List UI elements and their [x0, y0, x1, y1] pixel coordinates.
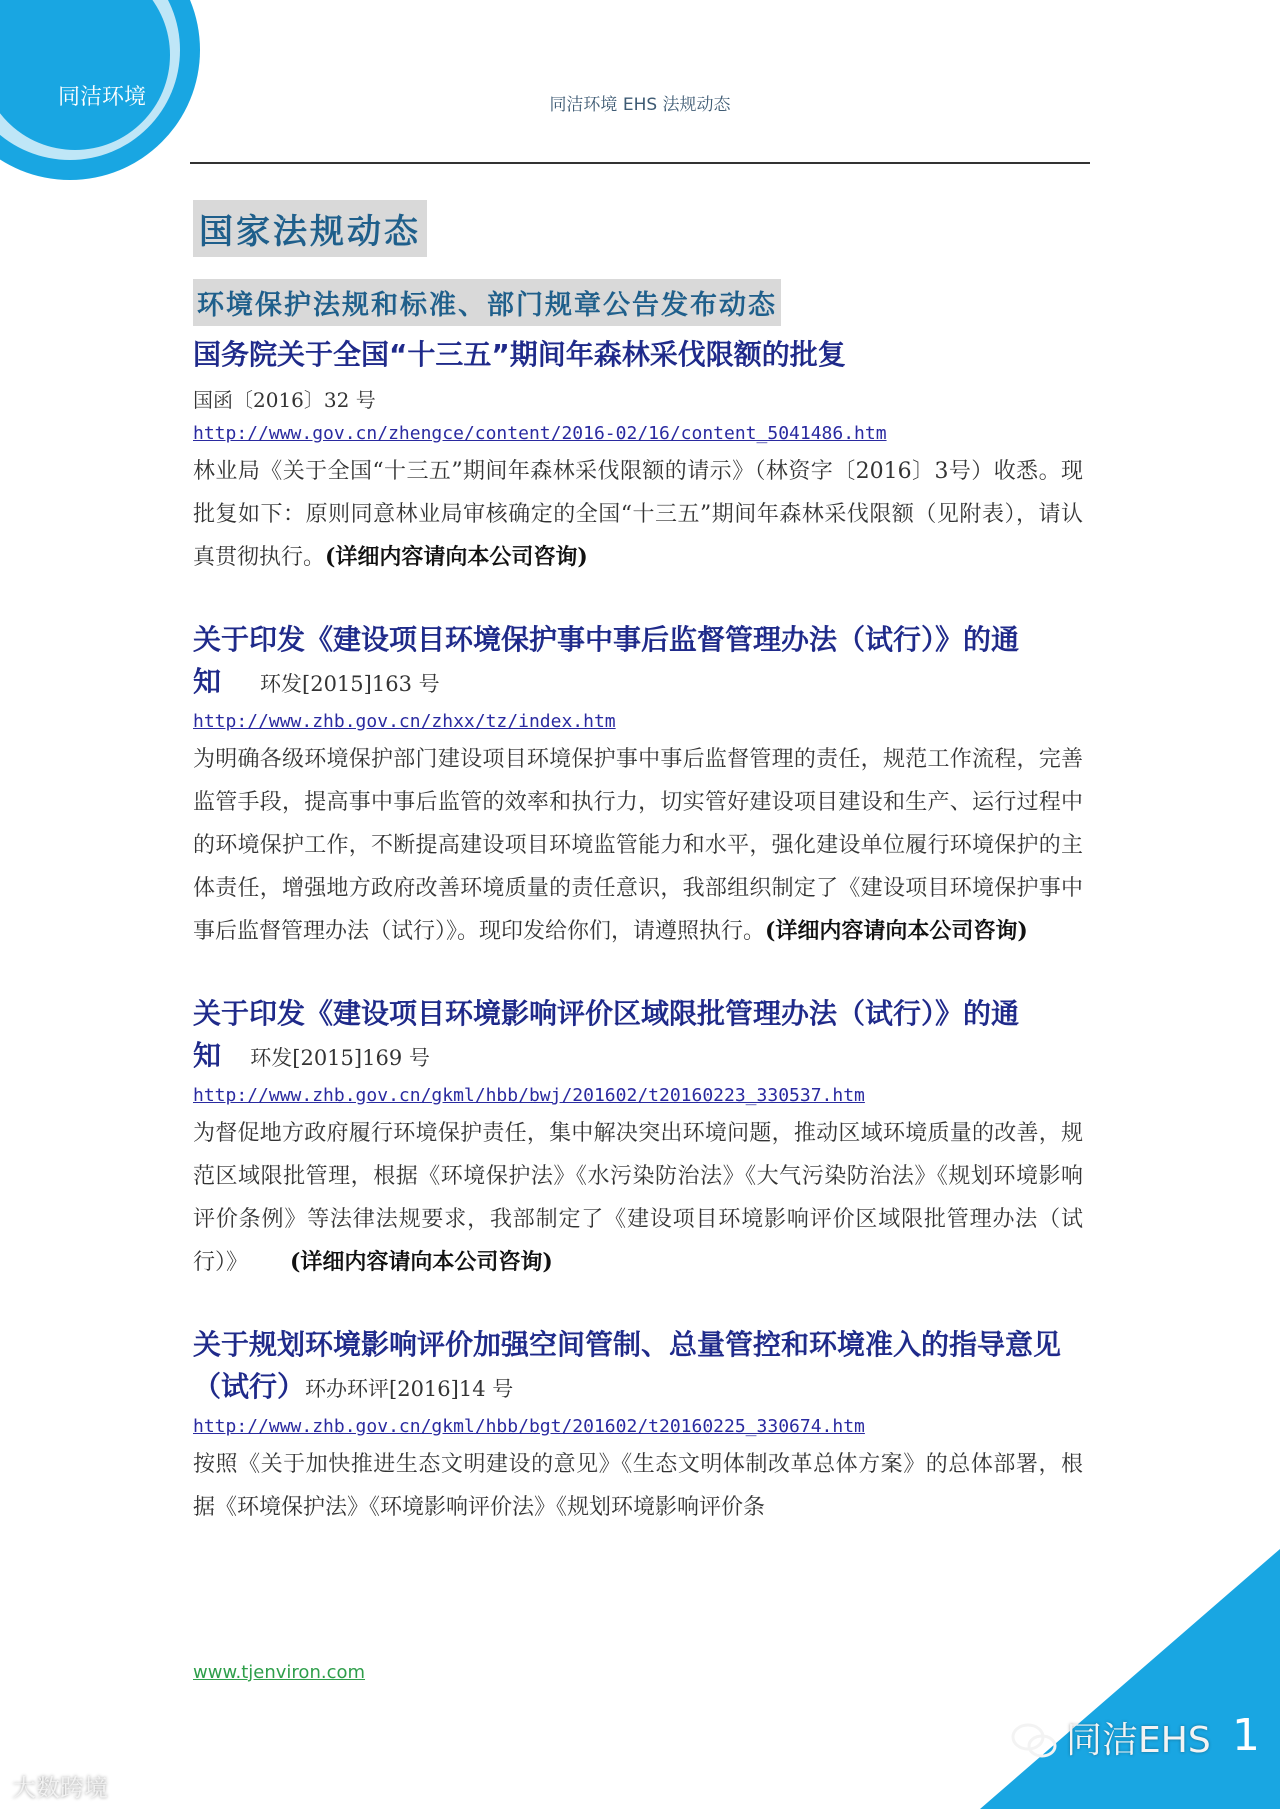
article-title-text: 关于规划环境影响评价加强空间管制、总量管控和环境准入的指导意见（试行）	[193, 1328, 1062, 1403]
article-link[interactable]: http://www.zhb.gov.cn/gkml/hbb/bwj/201602/t20160223_330537.htm	[193, 1085, 865, 1106]
header-divider	[190, 162, 1090, 164]
corner-decoration	[980, 1549, 1280, 1809]
bottom-watermark: 大数跨境	[12, 1774, 108, 1802]
article-body-text: 按照《关于加快推进生态文明建设的意见》《生态文明体制改革总体方案》的总体部署，根据《环境保护法》《环境影响评价法》《规划环境影响评价条	[193, 1452, 1083, 1520]
article-doc-number: 国函〔2016〕32 号	[193, 388, 376, 412]
article-doc-number: 环发[2015]163 号	[260, 672, 440, 696]
article-title-text: 关于印发《建设项目环境保护事中事后监督管理办法（试行）》的通知	[193, 623, 1020, 698]
article-doc-number: 环发[2015]169 号	[250, 1046, 430, 1070]
section-title: 国家法规动态	[193, 200, 427, 257]
article-title-text: 关于印发《建设项目环境影响评价区域限批管理办法（试行）》的通知	[193, 997, 1020, 1072]
article-body-text: 为明确各级环境保护部门建设项目环境保护事中事后监督管理的责任，规范工作流程，完善监管手段，提高事中事后监管的效率和执行力，切实管好建设项目建设和生产、运行过程中的环境保护工作，不断提高建设项目环境监管能力和水平，强化建设单位履行环境保护的主体责任，增强地方政府改善环境质量的责任意识，我部组织制定了《建设项目环境保护事中事后监督管理办法（试行）》。现印发给你们，请遵照执行。	[193, 747, 1083, 944]
article-link[interactable]: http://www.zhb.gov.cn/gkml/hbb/bgt/201602/t20160225_330674.htm	[193, 1416, 865, 1437]
article-body-text: 为督促地方政府履行环境保护责任，集中解决突出环境问题，推动区域环境质量的改善，规范区域限批管理，根据《环境保护法》《水污染防治法》《大气污染防治法》《规划环境影响评价条例》等法律法规要求，我部制定了《建设项目环境影响评价区域限批管理办法（试行）》	[193, 1121, 1083, 1275]
article-body-text: 林业局《关于全国“十三五”期间年森林采伐限额的请示》（林资字〔2016〕3号）收悉。现批复如下：原则同意林业局审核确定的全国“十三五”期间年森林采伐限额（见附表），请认真贯彻执行。	[193, 459, 1083, 570]
article-link[interactable]: http://www.gov.cn/zhengce/content/2016-02/16/content_5041486.htm	[193, 423, 887, 444]
article-body	[193, 450, 1083, 579]
article-title	[193, 619, 1083, 705]
article	[193, 993, 1083, 1284]
article	[193, 619, 1083, 953]
article-title	[193, 993, 1083, 1079]
article-title: 国务院关于全国“十三五”期间年森林采伐限额的批复	[193, 338, 846, 371]
article-body	[193, 1112, 1083, 1284]
article-consult-note: (详细内容请向本公司咨询)	[325, 544, 588, 570]
article-consult-note: (详细内容请向本公司咨询)	[765, 918, 1028, 944]
footer-website-link[interactable]: www.tjenviron.com	[193, 1662, 366, 1683]
article-doc-number: 环办环评[2016]14 号	[305, 1377, 514, 1401]
article	[193, 1324, 1083, 1529]
wechat-account-name: 同洁EHS	[1066, 1720, 1211, 1761]
wechat-icon	[1010, 1722, 1058, 1760]
subsection-title: 环境保护法规和标准、部门规章公告发布动态	[193, 279, 781, 326]
page-content	[193, 200, 1083, 1569]
article-body	[193, 1443, 1083, 1529]
logo-text: 同洁环境	[58, 85, 147, 110]
article-consult-note: (详细内容请向本公司咨询)	[289, 1249, 553, 1275]
article-body	[193, 738, 1083, 953]
article-title	[193, 1324, 1083, 1410]
page-number: 1	[1232, 1710, 1260, 1761]
article-link[interactable]: http://www.zhb.gov.cn/zhxx/tz/index.htm	[193, 711, 616, 732]
article	[193, 334, 1083, 579]
header-title: 同洁环境 EHS 法规动态	[549, 95, 731, 115]
